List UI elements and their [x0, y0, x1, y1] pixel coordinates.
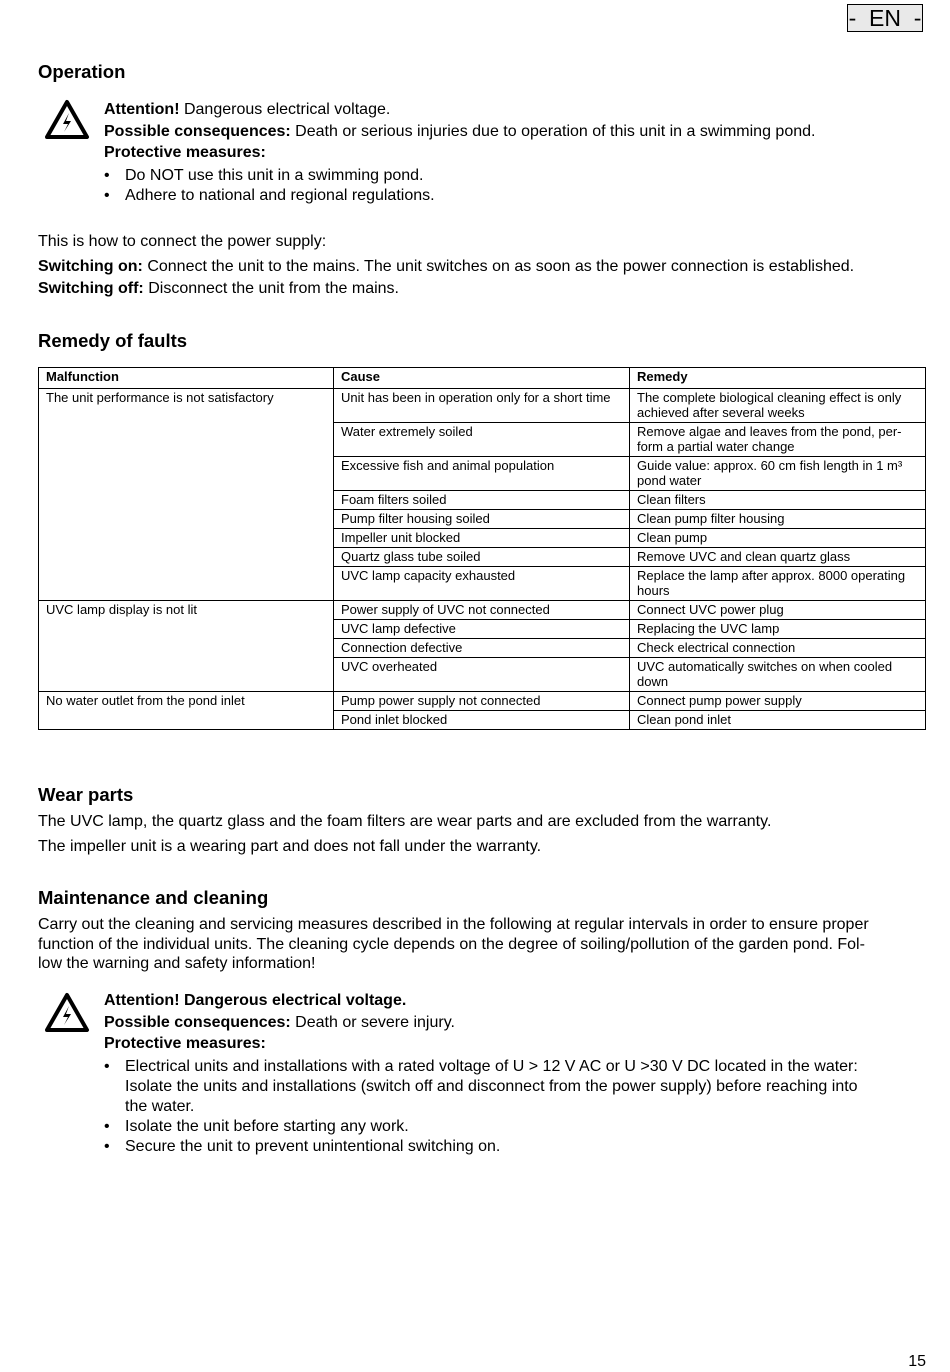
- remedy-cell: Clean pump filter housing: [630, 510, 926, 529]
- maintenance-warning: [104, 990, 858, 1157]
- cause-cell: Excessive fish and animal population: [334, 457, 630, 491]
- cause-cell: UVC lamp defective: [334, 620, 630, 639]
- page-number: 15: [908, 1353, 926, 1370]
- cause-cell: Power supply of UVC not connected: [334, 601, 630, 620]
- remedy-cell: Connect UVC power plug: [630, 601, 926, 620]
- cause-cell: Pump power supply not connected: [334, 692, 630, 711]
- col-header-remedy: Remedy: [630, 368, 926, 389]
- cause-cell: Pump filter housing soiled: [334, 510, 630, 529]
- faults-table: [38, 367, 926, 730]
- wear-parts-line-2: The impeller unit is a wearing part and does not fall under the warranty.: [38, 838, 542, 855]
- power-intro: This is how to connect the power supply:: [38, 233, 327, 250]
- consequences-text: Death or serious injuries due to operation of this unit in a swimming pond.: [290, 122, 816, 140]
- consequences-text: Death or severe injury.: [290, 1013, 455, 1031]
- remedy-cell: Clean pond inlet: [630, 711, 926, 730]
- electrical-warning-icon: [44, 992, 90, 1034]
- remedy-cell: Replacing the UVC lamp: [630, 620, 926, 639]
- faults-heading: Remedy of faults: [38, 330, 188, 351]
- remedy-cell: Remove UVC and clean quartz glass: [630, 548, 926, 567]
- remedy-cell: UVC automatically switches on when cooled down: [630, 658, 926, 692]
- measure-item: • Adhere to national and regional regulations.: [104, 186, 815, 206]
- measure-item: • Isolate the unit before starting any work.: [104, 1117, 858, 1137]
- maintenance-heading: Maintenance and cleaning: [38, 887, 269, 908]
- remedy-cell: The complete biological cleaning effect is only achieved after several weeks: [630, 389, 926, 423]
- attention-text: Dangerous electrical voltage.: [179, 101, 391, 118]
- remedy-cell: Replace the lamp after approx. 8000 operating hours: [630, 567, 926, 601]
- remedy-cell: Clean pump: [630, 529, 926, 548]
- remedy-cell: Clean filters: [630, 491, 926, 510]
- measure-item: • Do NOT use this unit in a swimming pond.: [104, 166, 815, 186]
- col-header-malfunction: Malfunction: [39, 368, 334, 389]
- remedy-cell: Connect pump power supply: [630, 692, 926, 711]
- malfunction-cell: UVC lamp display is not lit: [39, 601, 334, 692]
- switching-off: Switching off: Disconnect the unit from the mains.: [38, 280, 399, 297]
- table-row: [39, 389, 926, 423]
- cause-cell: Unit has been in operation only for a short time: [334, 389, 630, 423]
- cause-cell: Water extremely soiled: [334, 423, 630, 457]
- cause-cell: Impeller unit blocked: [334, 529, 630, 548]
- table-row: [39, 601, 926, 620]
- consequences-label: Possible consequences:: [104, 1013, 291, 1031]
- switching-on: Switching on: Connect the unit to the mains. The unit switches on as soon as the power connection is established.: [38, 258, 855, 275]
- cause-cell: Foam filters soiled: [334, 491, 630, 510]
- operation-heading: Operation: [38, 61, 126, 82]
- remedy-cell: Check electrical connection: [630, 639, 926, 658]
- cause-cell: Connection defective: [334, 639, 630, 658]
- measure-item: • Secure the unit to prevent unintentional switching on.: [104, 1137, 858, 1157]
- cause-cell: UVC lamp capacity exhausted: [334, 567, 630, 601]
- attention-label: Attention! Dangerous electrical voltage.: [104, 992, 407, 1009]
- malfunction-cell: The unit performance is not satisfactory: [39, 389, 334, 601]
- maintenance-intro: Carry out the cleaning and servicing measures described in the following at regular intervals in order to ensure proper function of the individual units. The cleaning cycle depends on the degree of soiling/pollution of the garden pond. Fol- low the warning and safety information!: [38, 916, 869, 972]
- measure-item: • Electrical units and installations with a rated voltage of U > 12 V AC or U >30 V DC located in the water: Isolate the units and installations (switch off and disconnect from the power supply) before reaching into the water.: [104, 1057, 858, 1117]
- measures-label: Protective measures:: [104, 1035, 266, 1053]
- malfunction-cell: No water outlet from the pond inlet: [39, 692, 334, 730]
- col-header-cause: Cause: [334, 368, 630, 389]
- cause-cell: Pond inlet blocked: [334, 711, 630, 730]
- attention-label: Attention!: [104, 101, 180, 118]
- cause-cell: Quartz glass tube soiled: [334, 548, 630, 567]
- wear-parts-line-1: The UVC lamp, the quartz glass and the foam filters are wear parts and are excluded from the warranty.: [38, 813, 772, 830]
- remedy-cell: Remove algae and leaves from the pond, per-form a partial water change: [630, 423, 926, 457]
- operation-warning: [104, 99, 815, 206]
- consequences-label: Possible consequences:: [104, 122, 291, 140]
- wear-parts-heading: Wear parts: [38, 784, 134, 805]
- table-row: [39, 692, 926, 711]
- language-tag: - EN -: [848, 5, 922, 31]
- remedy-cell: Guide value: approx. 60 cm fish length in 1 m³ pond water: [630, 457, 926, 491]
- cause-cell: UVC overheated: [334, 658, 630, 692]
- electrical-warning-icon: [44, 99, 90, 141]
- measures-label: Protective measures:: [104, 144, 266, 162]
